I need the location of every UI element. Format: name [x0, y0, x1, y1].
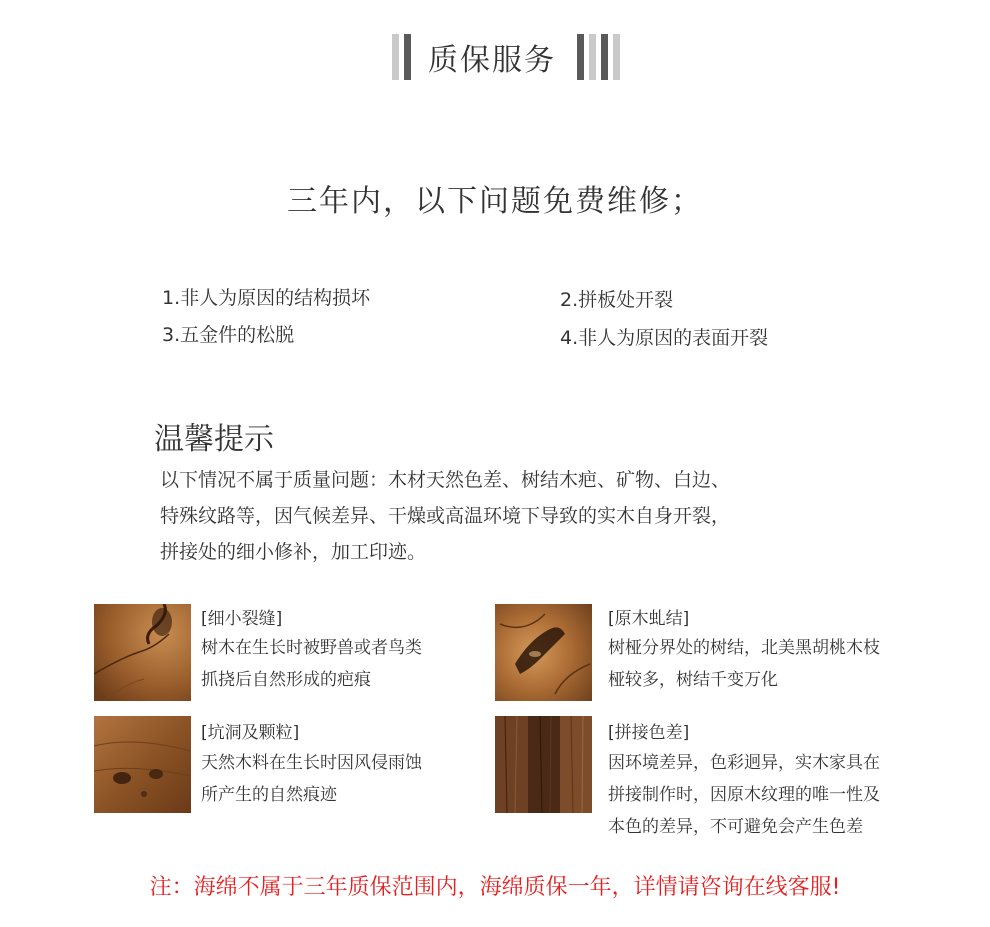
header-bars-right: [572, 34, 620, 80]
card-desc-line: 因环境差异，色彩迥异，实木家具在: [608, 753, 880, 773]
wood-crack-image: [94, 604, 191, 701]
card-title: [坑洞及颗粒]: [201, 723, 300, 743]
card-desc-line: 树桠分界处的树结，北美黑胡桃木枝: [608, 638, 880, 658]
sponge-warranty-note: 注：海绵不属于三年质保范围内，海绵质保一年，详情请咨询在线客服!: [149, 875, 841, 900]
header-bar-right-3: [601, 34, 608, 80]
card-title: [原木虬结]: [608, 609, 690, 629]
card-desc-line: 天然木料在生长时因风侵雨蚀: [201, 753, 422, 773]
issue-item: 2.拼板处开裂: [560, 289, 674, 311]
wood-color-difference-image: [495, 716, 592, 813]
card-desc-line: 本色的差异，不可避免会产生色差: [608, 817, 863, 837]
header-bar-left-1: [392, 34, 399, 80]
card-desc: [201, 747, 422, 811]
header-bar-left-2: [404, 34, 411, 80]
wood-knot-image: [495, 604, 592, 701]
tips-line: 以下情况不属于质量问题：木材天然色差、树结木疤、矿物、白边、: [160, 469, 731, 491]
header-bar-right-4: [613, 34, 620, 80]
card-desc-line: 树木在生长时被野兽或者鸟类: [201, 638, 422, 658]
card-desc: [201, 632, 422, 696]
card-desc: [608, 747, 880, 843]
warranty-headline: 三年内，以下问题免费维修；: [287, 184, 703, 219]
card-desc-line: 所产生的自然痕迹: [201, 785, 337, 805]
header-title: 质保服务: [428, 43, 556, 78]
header-bar-right-2: [589, 34, 596, 80]
tips-title: 温馨提示: [154, 422, 274, 457]
issue-item: 3.五金件的松脱: [162, 324, 295, 346]
issue-item: 4.非人为原因的表面开裂: [560, 327, 769, 349]
card-desc: [608, 632, 880, 696]
wood-pits-image: [94, 716, 191, 813]
card-desc-line: 桠较多，树结千变万化: [608, 670, 778, 690]
card-title: [拼接色差]: [608, 723, 690, 743]
tips-line: 特殊纹路等，因气候差异、干燥或高温环境下导致的实木自身开裂，: [160, 505, 731, 527]
header-bar-right-1: [577, 34, 584, 80]
card-title: [细小裂缝]: [201, 609, 283, 629]
issue-item: 1.非人为原因的结构损坏: [162, 287, 371, 309]
section-header: [392, 34, 620, 80]
card-desc-line: 抓挠后自然形成的疤痕: [201, 670, 371, 690]
tips-body: [160, 462, 880, 570]
tips-line: 拼接处的细小修补，加工印迹。: [160, 541, 427, 563]
card-desc-line: 拼接制作时，因原木纹理的唯一性及: [608, 785, 880, 805]
